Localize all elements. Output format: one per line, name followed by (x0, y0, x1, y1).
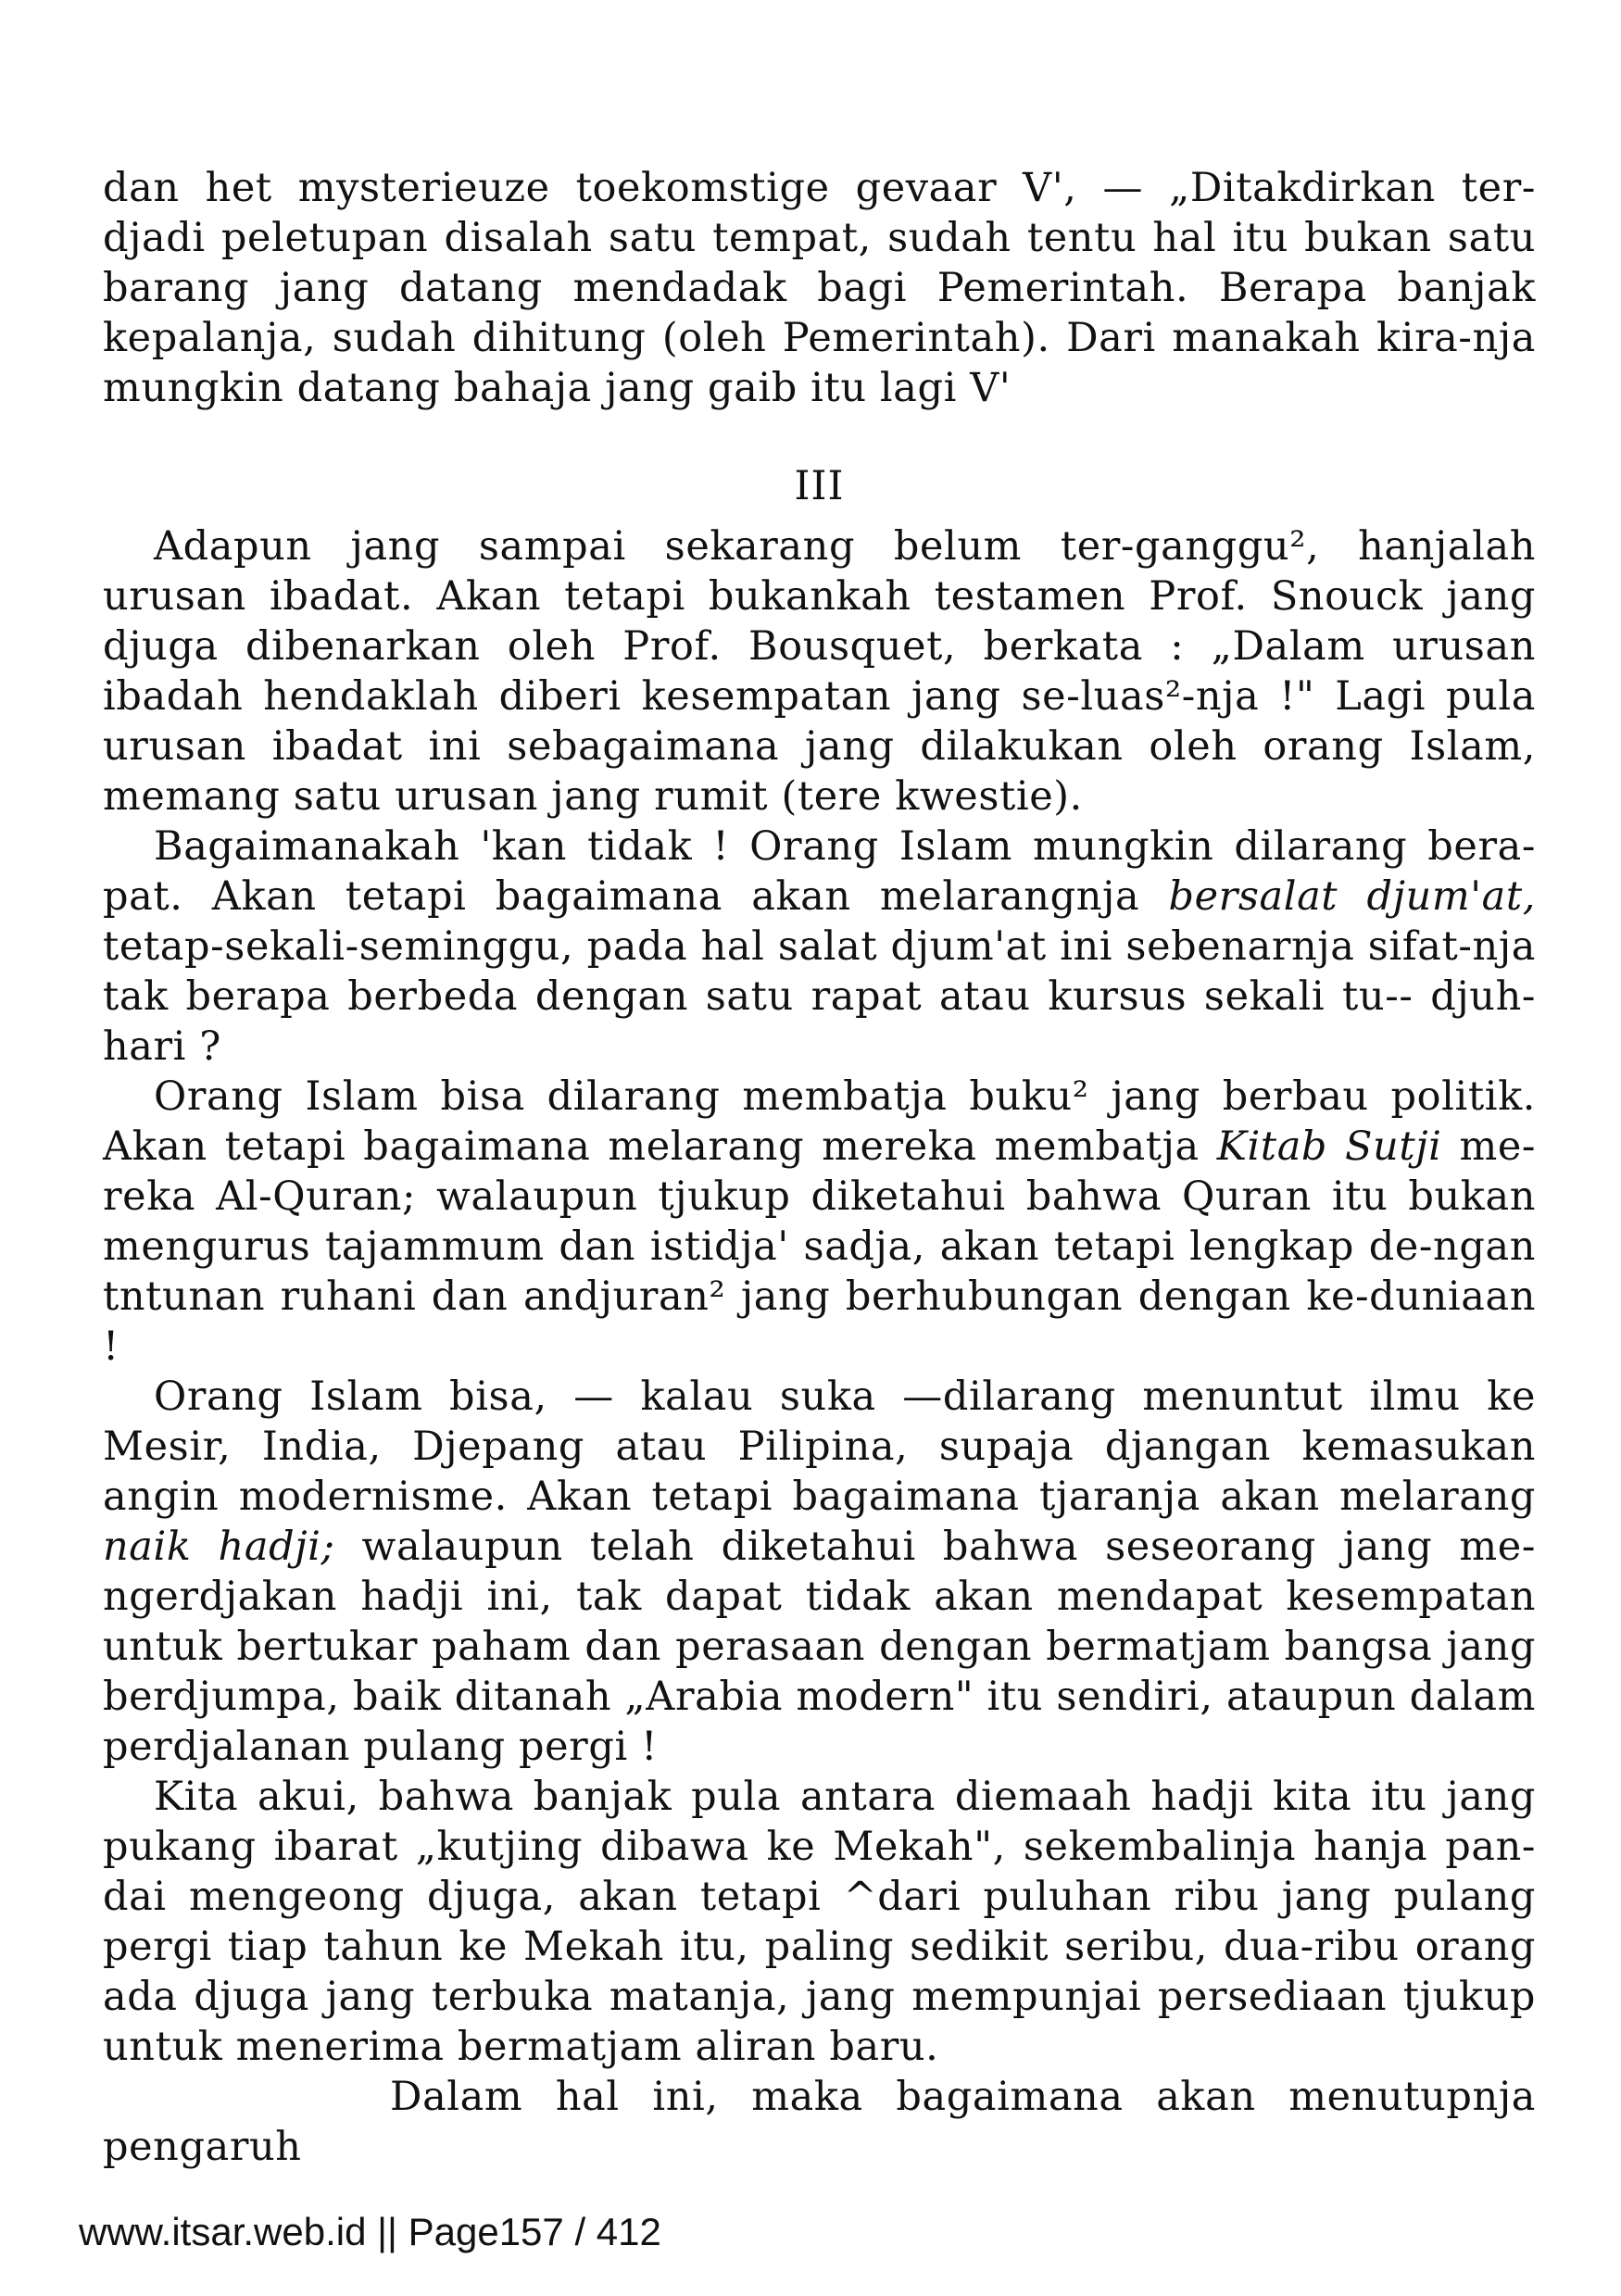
intro-block (103, 163, 1536, 413)
paragraph-2-part-b: tetap-sekali-seminggu, pada hal salat djum'at ini sebenarnja sifat-nja tak berapa berbeda dengan satu rapat atau kursus sekali tu-- djuh-hari ? (103, 923, 1536, 1070)
intro-paragraph: dan het mysterieuze toekomstige gevaar V', — „Ditakdirkan ter-djadi peletupan disalah satu tempat, sudah tentu hal itu bukan satu barang jang datang mendadak bagi Pemerintah. Berapa banjak kepalanja, sudah dihitung (oleh Pemerintah). Dari manakah kira-nja mungkin datang bahaja jang gaib itu lagi V' (103, 165, 1536, 411)
section-heading: III (794, 463, 845, 509)
paragraph-2-part-a: Bagaimanakah 'kan tidak ! Orang Islam mungkin dilarang bera-pat. Akan tetapi bagaimana akan melarangnja (103, 823, 1536, 920)
paragraph-1: Adapun jang sampai sekarang belum ter-ganggu², hanjalah urusan ibadat. Akan tetapi bukankah testamen Prof. Snouck jang djuga dibenarkan oleh Prof. Bousquet, berkata : „Dalam urusan ibadah hendaklah diberi kesempatan jang se-luas²-nja !" Lagi pula urusan ibadat ini sebagaimana jang dilakukan oleh orang Islam, memang satu urusan jang rumit (tere kwestie). (103, 523, 1536, 820)
paragraph-4-part-a: Orang Islam bisa, — kalau suka —dilarang menuntut ilmu ke Mesir, India, Djepang atau Pilipina, supaja djangan kemasukan angin modernisme. Akan tetapi bagaimana tjaranja akan melarang (103, 1374, 1536, 1520)
body-text (103, 521, 1536, 2172)
paragraph-6: Dalam hal ini, maka bagaimana akan menutupnja pengaruh (103, 2074, 1536, 2170)
paragraph-3-part-b: me-reka Al-Quran; walaupun tjukup diketahui bahwa Quran itu bukan mengurus tajammum dan istidja' sadja, akan tetapi lengkap de-ngan tntunan ruhani dan andjuran² jang berhubungan dengan ke-duniaan ! (103, 1123, 1537, 1370)
paragraph-3 (103, 1072, 1536, 1372)
paragraph-5: Kita akui, bahwa banjak pula antara diemaah hadji kita itu jang pukang ibarat „kutjing dibawa ke Mekah", sekembalinja hanja pan-dai mengeong djuga, akan tetapi ^dari puluhan ribu jang pulang pergi tiap tahun ke Mekah itu, paling sedikit seribu, dua-ribu orang ada djuga jang terbuka matanja, jang mempunjai persediaan tjukup untuk menerima bermatjam aliran baru. (103, 1774, 1536, 2070)
paragraph-3-part-a: Orang Islam bisa dilarang membatja buku² jang berbau politik. Akan tetapi bagaimana melarang mereka membatja (103, 1073, 1536, 1170)
paragraph-4-part-b: walaupun telah diketahui bahwa seseorang jang me-ngerdjakan hadji ini, tak dapat tidak akan mendapat kesempatan untuk bertukar paham dan perasaan dengan bermatjam bangsa jang berdjumpa, baik ditanah „Arabia modern" itu sendiri, ataupun dalam perdjalanan pulang pergi ! (103, 1524, 1536, 1770)
page-footer: www.itsar.web.id || Page157 / 412 (79, 2210, 661, 2253)
paragraph-2 (103, 822, 1536, 1072)
paragraph-2-italic: bersalat djum'at, (1168, 873, 1536, 920)
paragraph-3-italic: Kitab Sutji (1216, 1123, 1442, 1170)
paragraph-4 (103, 1372, 1536, 1772)
paragraph-4-italic: naik hadji; (103, 1524, 335, 1570)
